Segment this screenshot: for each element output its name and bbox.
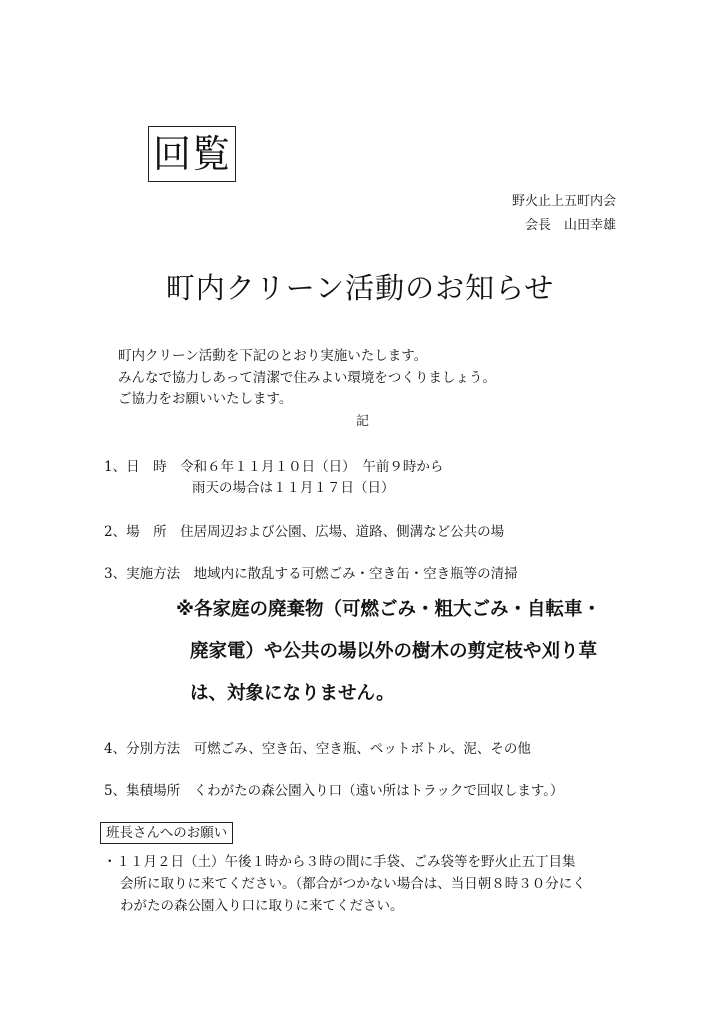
kairan-label: 回覧 <box>148 126 236 182</box>
request-line-1: ・１１月２日（土）午後１時から３時の間に手袋、ごみ袋等を野火止五丁目集 <box>103 854 576 870</box>
item-method: 3、実施方法 地域内に散乱する可燃ごみ・空き缶・空き瓶等の清掃 <box>104 566 518 582</box>
president-name: 会長 山田幸雄 <box>524 218 616 233</box>
item-rain-date: 雨天の場合は１１月１７日（日） <box>192 480 395 496</box>
note-line-2: 廃家電）や公共の場以外の樹木の剪定枝や刈り草 <box>190 641 598 662</box>
item-place: 2、場 所 住居周辺および公園、広場、道路、側溝など公共の場 <box>104 524 505 540</box>
item-sorting: 4、分別方法 可燃ごみ、空き缶、空き瓶、ペットボトル、泥、その他 <box>104 741 531 757</box>
ki-heading: 記 <box>356 414 370 429</box>
note-line-3: は、対象になりません。 <box>190 683 395 704</box>
item-date: 1、日 時 令和６年１１月１０日（日） 午前９時から <box>104 459 444 475</box>
intro-line-2: みんなで協力しあって清潔で住みよい環境をつくりましょう。 <box>118 370 496 386</box>
intro-line-1: 町内クリーン活動を下記のとおり実施いたします。 <box>118 348 428 364</box>
intro-line-3: ご協力をお願いいたします。 <box>118 391 293 407</box>
item-collection: 5、集積場所 くわがたの森公園入り口（遠い所はトラックで回収します。） <box>104 783 564 799</box>
note-line-1: ※各家庭の廃棄物（可燃ごみ・粗大ごみ・自転車・ <box>176 599 601 620</box>
page-title: 町内クリーン活動のお知らせ <box>165 271 555 305</box>
request-line-3: わがたの森公園入り口に取りに来てください。 <box>120 898 404 914</box>
request-heading: 班長さんへのお願い <box>100 822 233 844</box>
organization-name: 野火止上五町内会 <box>511 194 616 209</box>
request-line-2: 会所に取りに来てください。（都合がつかない場合は、当日朝８時３０分にく <box>120 876 586 892</box>
